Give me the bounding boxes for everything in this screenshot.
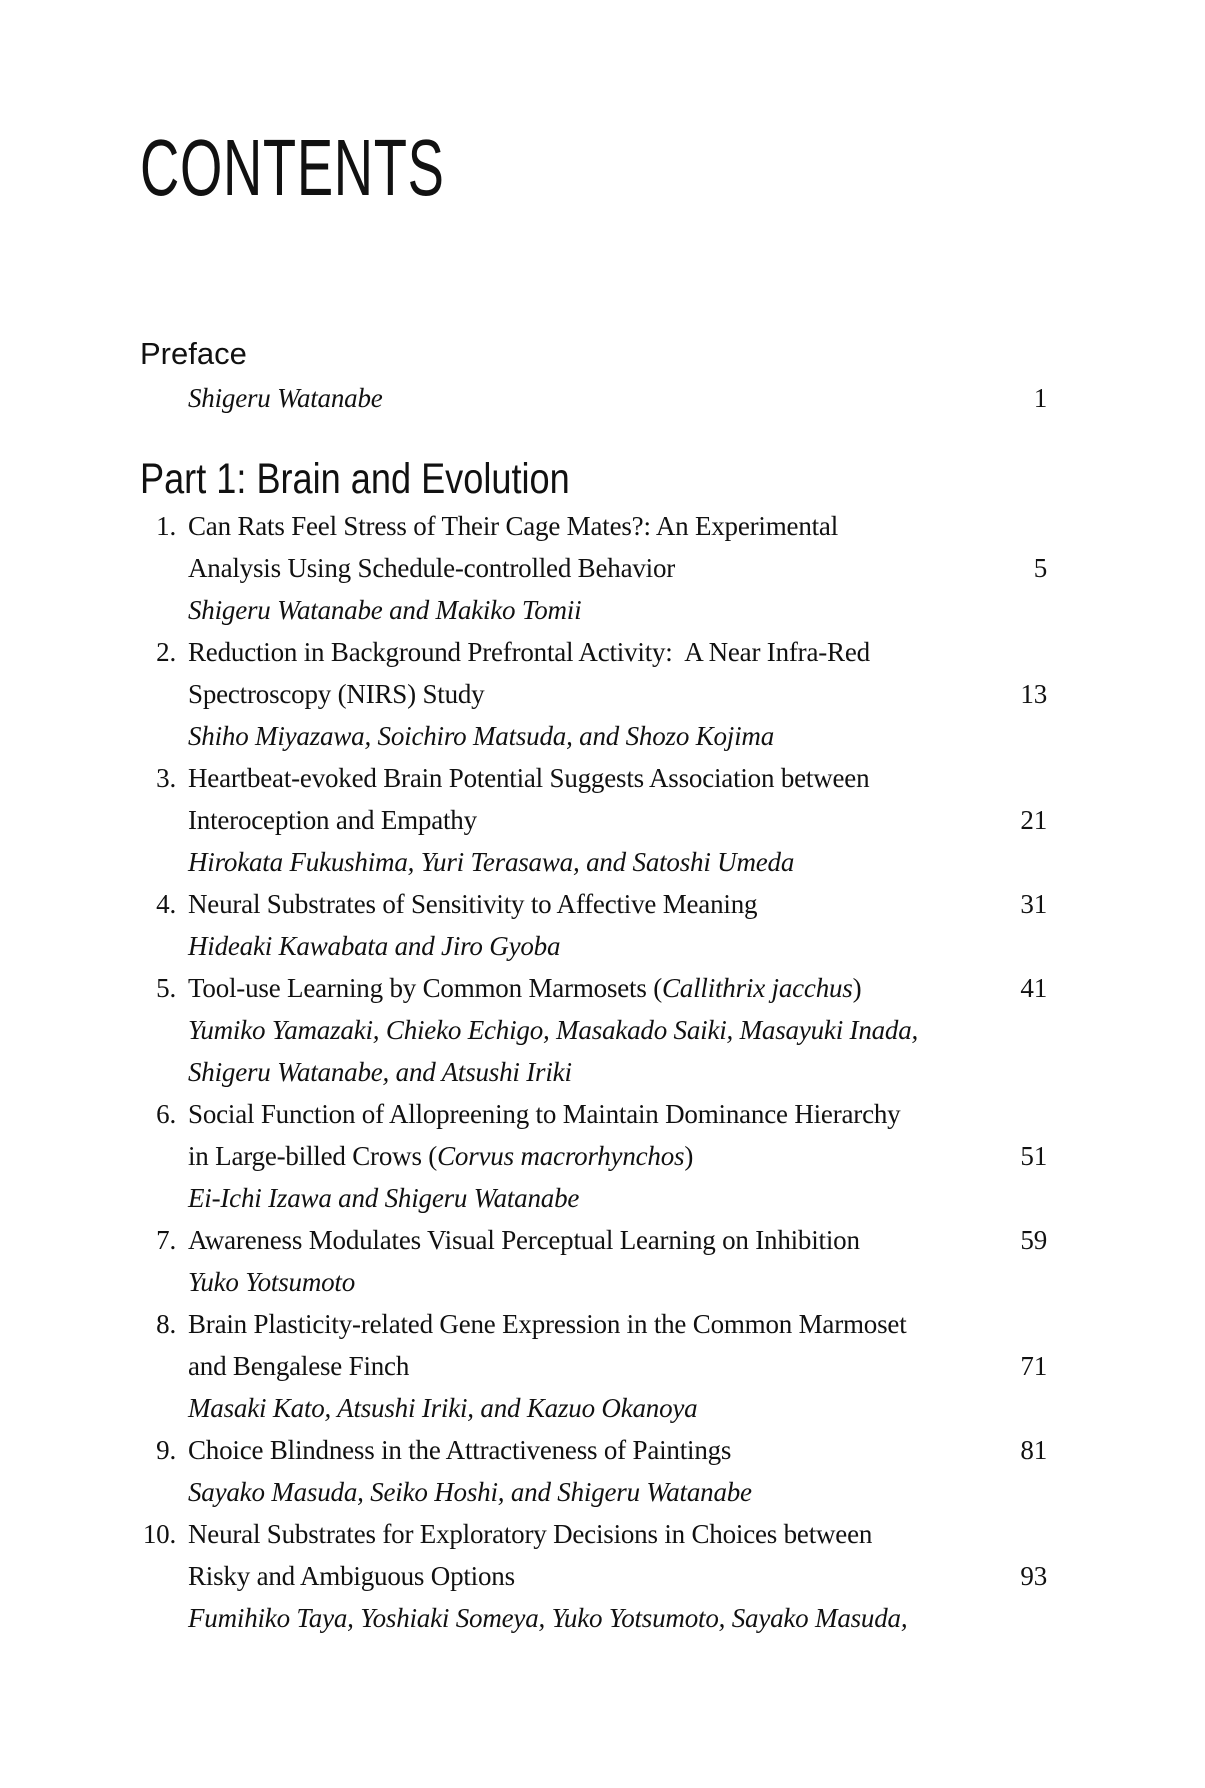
toc-title-line xyxy=(128,547,1047,589)
toc-line-text: Neural Substrates for Exploratory Decisions in Choices between xyxy=(188,1519,873,1549)
page-title: CONTENTS xyxy=(140,123,445,212)
toc-line-text: Can Rats Feel Stress of Their Cage Mates?: An Experimental xyxy=(188,511,839,541)
toc-title-line xyxy=(128,1513,1047,1555)
toc-line-text: Brain Plasticity-related Gene Expression in the Common Marmoset xyxy=(188,1309,907,1339)
toc-item-number: 7. xyxy=(156,1225,176,1255)
toc-line-text: Shiho Miyazawa, Soichiro Matsuda, and Shozo Kojima xyxy=(188,721,775,751)
toc-line-text: and Bengalese Finch xyxy=(188,1351,410,1381)
toc-author-line xyxy=(128,1597,1047,1639)
toc-author-line xyxy=(128,1177,1047,1219)
toc-item-number: 10. xyxy=(142,1519,176,1549)
preface-author-line xyxy=(128,377,1047,419)
toc-page-number: 71 xyxy=(1020,1351,1047,1381)
toc-title-line xyxy=(128,631,1047,673)
toc-item-number: 2. xyxy=(156,637,176,667)
toc-line-text: Heartbeat-evoked Brain Potential Suggests Association between xyxy=(188,763,870,793)
toc-line-text: Sayako Masuda, Seiko Hoshi, and Shigeru Watanabe xyxy=(188,1477,752,1507)
toc-title-line xyxy=(128,1219,1047,1261)
toc-title-line xyxy=(128,757,1047,799)
toc-line-text: Ei-Ichi Izawa and Shigeru Watanabe xyxy=(188,1183,580,1213)
toc-title-line xyxy=(128,1303,1047,1345)
toc-line-text: Fumihiko Taya, Yoshiaki Someya, Yuko Yotsumoto, Sayako Masuda, xyxy=(188,1603,908,1633)
toc-line-text: Social Function of Allopreening to Maintain Dominance Hierarchy xyxy=(188,1099,901,1129)
toc-line-text: Shigeru Watanabe and Makiko Tomii xyxy=(188,595,582,625)
toc-author-line xyxy=(128,1051,1047,1093)
toc-line-text: Tool-use Learning by Common Marmosets (Callithrix jacchus) xyxy=(188,973,862,1003)
toc-line-text: Hideaki Kawabata and Jiro Gyoba xyxy=(188,931,561,961)
toc-title-line xyxy=(128,967,1047,1009)
toc-title-line xyxy=(128,1555,1047,1597)
toc-item-number: 1. xyxy=(156,511,176,541)
toc-title-line xyxy=(128,1093,1047,1135)
toc-line-text: Yumiko Yamazaki, Chieko Echigo, Masakado Saiki, Masayuki Inada, xyxy=(188,1015,919,1045)
toc-line-text: Neural Substrates of Sensitivity to Affective Meaning xyxy=(188,889,758,919)
toc-item-number: 5. xyxy=(156,973,176,1003)
toc-line-text: Hirokata Fukushima, Yuri Terasawa, and Satoshi Umeda xyxy=(188,847,795,877)
toc-title-line xyxy=(128,1135,1047,1177)
toc-line-text: Spectroscopy (NIRS) Study xyxy=(188,679,485,709)
toc-page-number: 13 xyxy=(1020,679,1047,709)
toc-page-number: 93 xyxy=(1020,1561,1047,1591)
toc-author-line xyxy=(128,1387,1047,1429)
toc-item-number: 9. xyxy=(156,1435,176,1465)
toc-title-line xyxy=(128,1429,1047,1471)
toc-page-number: 59 xyxy=(1020,1225,1047,1255)
toc-author-line xyxy=(128,1471,1047,1513)
toc-author-line xyxy=(128,841,1047,883)
preface-heading: Preface xyxy=(140,336,247,371)
toc-author-line xyxy=(128,715,1047,757)
toc-page-number: 5 xyxy=(1033,553,1047,583)
toc-line-text: Risky and Ambiguous Options xyxy=(188,1561,515,1591)
toc-item-number: 8. xyxy=(156,1309,176,1339)
part-heading: Part 1: Brain and Evolution xyxy=(140,455,570,503)
toc-title-line xyxy=(128,673,1047,715)
toc-line-text: Yuko Yotsumoto xyxy=(188,1267,356,1297)
toc-line-text: Analysis Using Schedule-controlled Behavior xyxy=(188,553,676,583)
toc-title-line xyxy=(128,505,1047,547)
toc-author-line xyxy=(128,1261,1047,1303)
toc-line-text: in Large-billed Crows (Corvus macrorhynchos) xyxy=(188,1141,694,1171)
toc-item-number: 3. xyxy=(156,763,176,793)
toc-line-text: Reduction in Background Prefrontal Activity: A Near Infra-Red xyxy=(188,637,870,667)
toc-line-text: Choice Blindness in the Attractiveness of Paintings xyxy=(188,1435,732,1465)
toc-page-number: 41 xyxy=(1020,973,1047,1003)
toc-title-line xyxy=(128,883,1047,925)
preface-author: Shigeru Watanabe xyxy=(188,383,383,413)
toc-line-text: Shigeru Watanabe, and Atsushi Iriki xyxy=(188,1057,572,1087)
toc-page-number: 81 xyxy=(1020,1435,1047,1465)
toc-list xyxy=(128,505,1047,1639)
toc-page-number: 21 xyxy=(1020,805,1047,835)
toc-title-line xyxy=(128,1345,1047,1387)
toc-author-line xyxy=(128,1009,1047,1051)
toc-item-number: 4. xyxy=(156,889,176,919)
toc-page-number: 51 xyxy=(1020,1141,1047,1171)
toc-author-line xyxy=(128,589,1047,631)
preface-page-number: 1 xyxy=(1033,383,1047,413)
toc-page-number: 31 xyxy=(1020,889,1047,919)
toc-line-text: Interoception and Empathy xyxy=(188,805,477,835)
preface-row xyxy=(128,377,1047,419)
toc-item-number: 6. xyxy=(156,1099,176,1129)
toc-title-line xyxy=(128,799,1047,841)
toc-line-text: Awareness Modulates Visual Perceptual Learning on Inhibition xyxy=(188,1225,860,1255)
toc-author-line xyxy=(128,925,1047,967)
toc-line-text: Masaki Kato, Atsushi Iriki, and Kazuo Okanoya xyxy=(188,1393,698,1423)
